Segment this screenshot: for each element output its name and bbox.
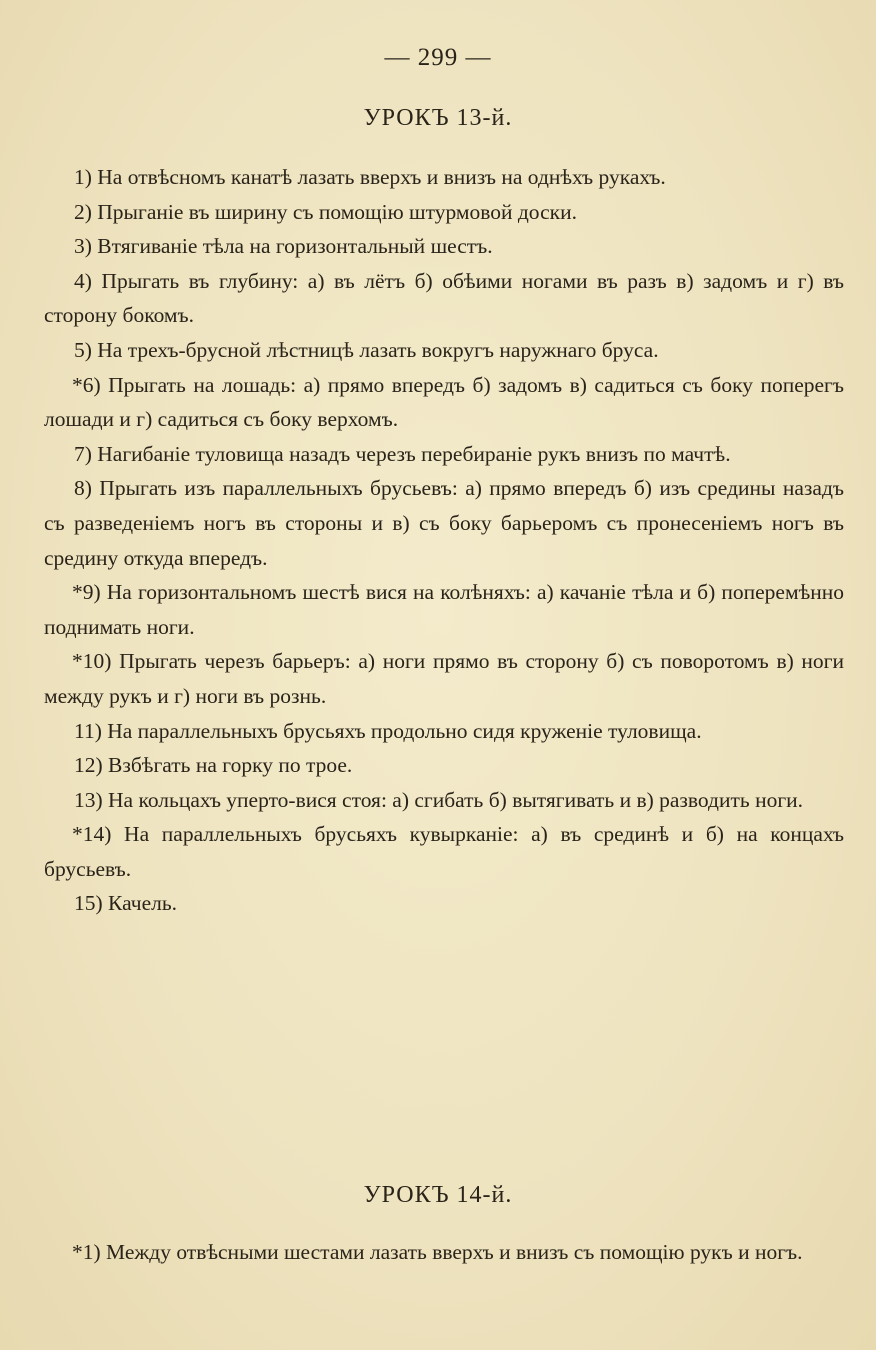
exercise-item: 4) Прыгать въ глубину: а) въ лётъ б) обѣими ногами въ разъ в) задомъ и г) въ сторону бокомъ.: [44, 268, 844, 328]
lesson-14-exercise-list: [44, 1235, 844, 1270]
exercise-item: 5) На трехъ-брусной лѣстницѣ лазать вокругъ наружнаго бруса.: [74, 337, 659, 362]
exercise-item: 8) Прыгать изъ параллельныхъ брусьевъ: а) прямо впередъ б) изъ средины назадъ съ разведеніемъ ногъ въ стороны и в) съ боку барьеромъ съ пронесеніемъ ногъ въ средину откуда впередъ.: [44, 476, 844, 570]
exercise-item: *10) Прыгать черезъ барьеръ: а) ноги прямо въ сторону б) съ поворотомъ в) ноги между рукъ и г) ноги въ рознь.: [44, 649, 844, 708]
exercise-item: 15) Качель.: [74, 891, 178, 916]
exercise-item: *14) На параллельныхъ брусьяхъ кувырканіе: а) въ срединѣ и б) на концахъ брусьевъ.: [44, 822, 844, 881]
lesson-13-exercise-list: [44, 160, 844, 921]
exercise-item: 3) Втягиваніе тѣла на горизонтальный шестъ.: [74, 234, 493, 259]
lesson-title-14: УРОКЪ 14-й.: [363, 1182, 513, 1208]
lesson-title-13: УРОКЪ 13-й.: [363, 105, 513, 131]
exercise-item: 12) Взбѣгать на горку по трое.: [74, 753, 353, 778]
exercise-item: 2) Прыганіе въ ширину съ помощію штурмовой доски.: [74, 199, 577, 224]
exercise-item: 11) На параллельныхъ брусьяхъ продольно сидя круженіе туловища.: [74, 718, 702, 743]
exercise-item: 7) Нагибаніе туловища назадъ черезъ перебираніе рукъ внизъ по мачтѣ.: [74, 441, 731, 466]
exercise-item: *9) На горизонтальномъ шестѣ вися на колѣняхъ: а) качаніе тѣла и б) поперемѣнно поднимать ноги.: [44, 580, 844, 639]
exercise-item: *1) Между отвѣсными шестами лазать вверхъ и внизъ съ помощію рукъ и ногъ.: [72, 1240, 803, 1264]
exercise-item: 13) На кольцахъ уперто-вися стоя: а) сгибать б) вытягивать и в) разводить ноги.: [74, 787, 804, 812]
exercise-item: *6) Прыгать на лошадь: а) прямо впередъ б) задомъ в) садиться съ боку поперегъ лошади и г) садиться съ боку верхомъ.: [44, 372, 844, 432]
page-number: — 299 —: [384, 44, 492, 71]
exercise-item: 1) На отвѣсномъ канатѣ лазать вверхъ и внизъ на однѣхъ рукахъ.: [74, 165, 666, 189]
